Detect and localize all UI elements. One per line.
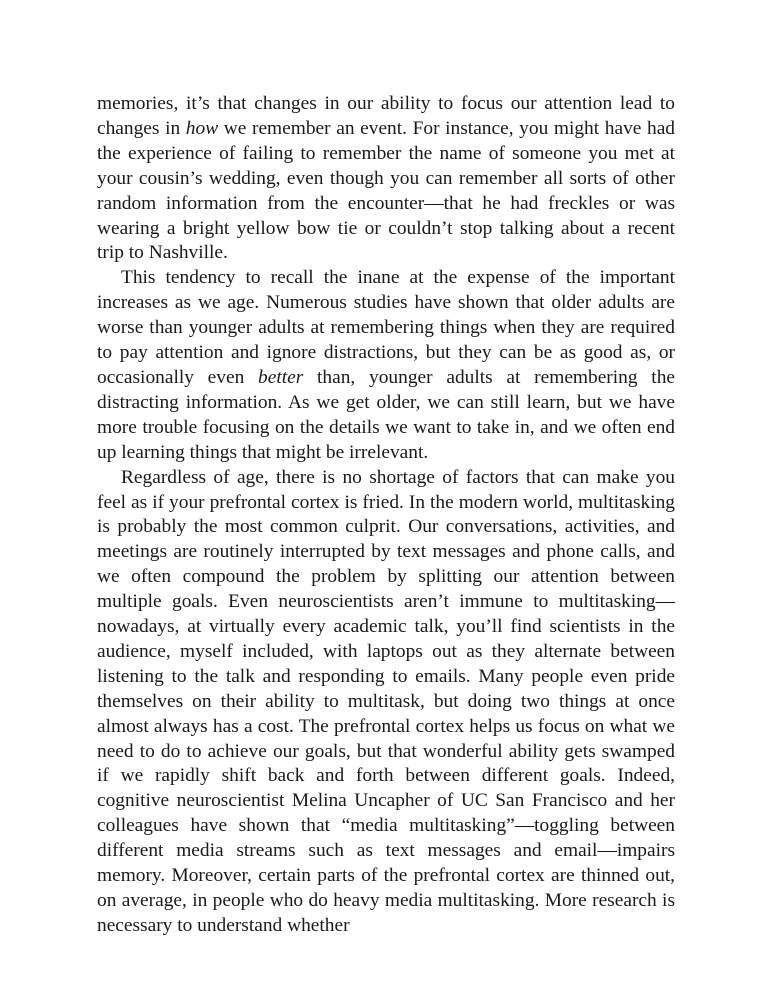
paragraph-2	[97, 266, 675, 465]
paragraph-2-text-2: than, younger adults at remembering the distracting information. As we get older, we can still learn, but we have more trouble focusing on the details we want to take in, and we often end up learning things that might be irrelevant.	[97, 366, 675, 463]
paragraph-2-emphasis-better: better	[258, 366, 304, 388]
paragraph-1	[97, 92, 675, 266]
paragraph-1-emphasis-how: how	[185, 117, 219, 139]
paragraph-1-text-2: we remember an event. For instance, you might have had the experience of failing to remember the name of someone you met at your cousin’s wedding, even though you can remember all sorts of other random information from the encounter—that he had freckles or was wearing a bright yellow bow tie or couldn’t stop talking about a recent trip to Nashville.	[97, 117, 675, 264]
paragraph-3	[97, 466, 675, 939]
page-body	[97, 92, 675, 939]
paragraph-3-text-1: Regardless of age, there is no shortage of factors that can make you feel as if your prefrontal cortex is fried. In the modern world, multitasking is probably the most common culprit. Our conversations, activities, and meetings are routinely interrupted by text messages and phone calls, and we often compound the problem by splitting our attention between multiple goals. Even neuroscientists aren’t immune to multitasking—nowadays, at virtually every academic talk, you’ll find scientists in the audience, myself included, with laptops out as they alternate between listening to the talk and responding to emails. Many people even pride themselves on their ability to multitask, but doing two things at once almost always has a cost. The prefrontal cortex helps us focus on what we need to do to achieve our goals, but that wonderful ability gets swamped if we rapidly shift back and forth between different goals. Indeed, cognitive neuroscientist Melina Uncapher of UC San Francisco and her colleagues have shown that “media multitasking”—toggling between different media streams such as text messages and email—impairs memory. Moreover, certain parts of the prefrontal cortex are thinned out, on average, in people who do heavy media multitasking. More research is necessary to understand whether	[97, 466, 675, 936]
paragraph-1-text-1: memories, it’s that changes in our ability to focus our attention lead to changes in	[97, 93, 675, 139]
paragraph-2-text-1: This tendency to recall the inane at the expense of the important increases as we age. Numerous studies have shown that older adults are worse than younger adults at remembering things when they are required to pay attention and ignore distractions, but they can be as good as, or occasionally even	[97, 267, 675, 388]
